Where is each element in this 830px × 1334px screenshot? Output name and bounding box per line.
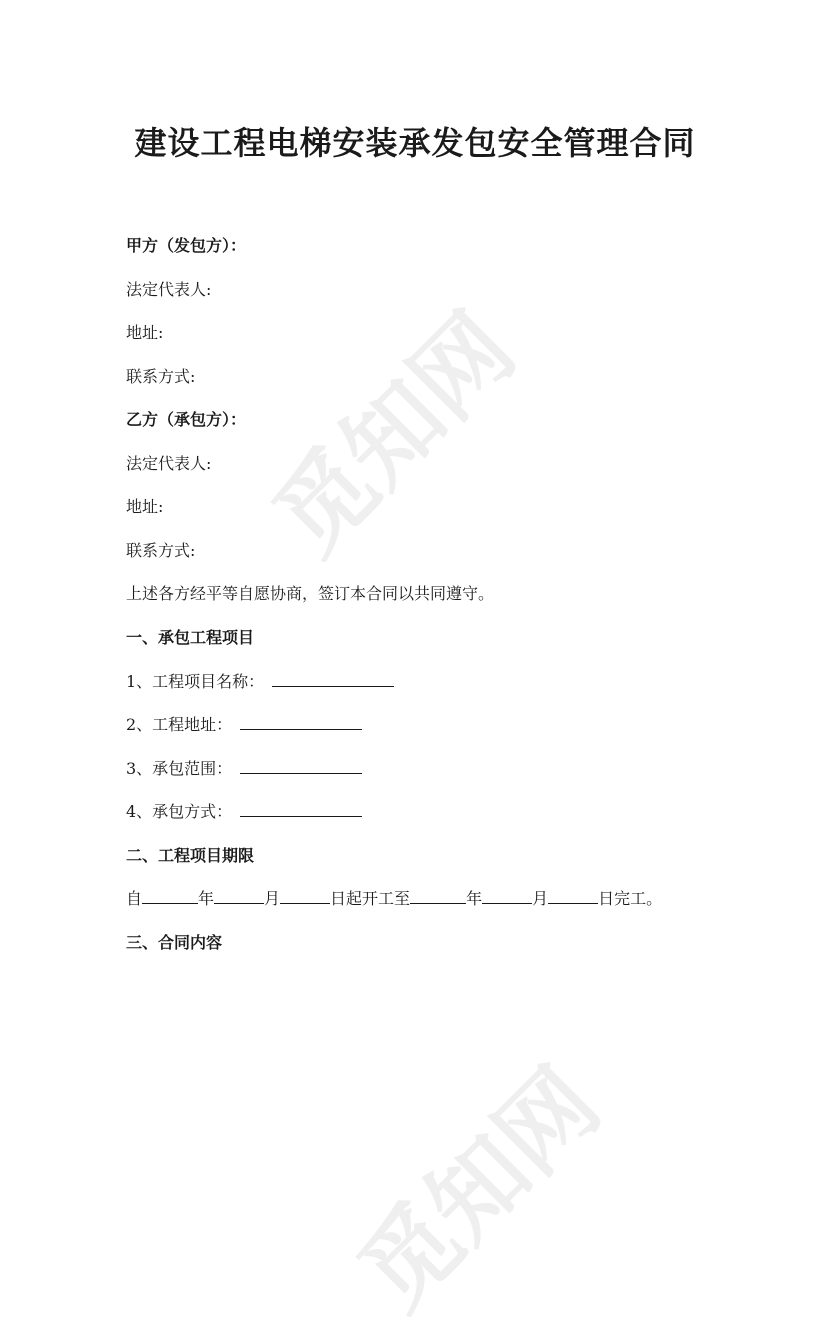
section1-heading: 一、承包工程项目 bbox=[126, 628, 255, 647]
party-a-contact: 联系方式: bbox=[126, 367, 196, 386]
period-month2-text: 月 bbox=[532, 889, 549, 908]
party-a-address: 地址: bbox=[126, 323, 164, 342]
contract-method-blank[interactable] bbox=[240, 802, 362, 817]
project-name-blank[interactable] bbox=[272, 672, 394, 687]
project-name-label: 1、工程项目名称： bbox=[126, 672, 265, 691]
section2-heading: 二、工程项目期限 bbox=[126, 846, 255, 865]
end-month-blank[interactable] bbox=[482, 889, 532, 904]
contract-scope-row bbox=[126, 759, 362, 779]
period-start-text: 自 bbox=[126, 889, 143, 908]
party-b-address: 地址: bbox=[126, 497, 164, 516]
contract-method-row bbox=[126, 802, 362, 822]
period-year2-text: 年 bbox=[466, 889, 483, 908]
project-address-blank[interactable] bbox=[240, 715, 362, 730]
party-b-legal-rep: 法定代表人: bbox=[126, 454, 212, 473]
end-year-blank[interactable] bbox=[410, 889, 466, 904]
document-title: 建设工程电梯安装承发包安全管理合同 bbox=[134, 124, 696, 162]
contract-method-label: 4、承包方式： bbox=[126, 802, 233, 821]
start-day-blank[interactable] bbox=[280, 889, 330, 904]
party-a-heading: 甲方（发包方）： bbox=[126, 236, 247, 255]
watermark bbox=[239, 278, 540, 579]
start-month-blank[interactable] bbox=[214, 889, 264, 904]
project-address-label: 2、工程地址： bbox=[126, 715, 233, 734]
preamble: 上述各方经平等自愿协商，签订本合同以共同遵守。 bbox=[126, 584, 495, 603]
project-address-row bbox=[126, 715, 362, 735]
contract-scope-blank[interactable] bbox=[240, 759, 362, 774]
period-end-text: 日完工。 bbox=[598, 889, 663, 908]
section3-heading: 三、合同内容 bbox=[126, 933, 223, 952]
party-a-legal-rep: 法定代表人: bbox=[126, 280, 212, 299]
watermark-text-bottom: 觅知网 bbox=[337, 1047, 621, 1331]
period-mid-text: 日起开工至 bbox=[330, 889, 411, 908]
period-year1-text: 年 bbox=[198, 889, 215, 908]
contract-scope-label: 3、承包范围： bbox=[126, 759, 233, 778]
end-day-blank[interactable] bbox=[548, 889, 598, 904]
project-period-row bbox=[126, 889, 662, 909]
watermark-text: 觅知网 bbox=[252, 292, 536, 576]
watermark-bottom bbox=[324, 1033, 625, 1334]
start-year-blank[interactable] bbox=[142, 889, 198, 904]
project-name-row bbox=[126, 672, 394, 692]
party-b-contact: 联系方式: bbox=[126, 541, 196, 560]
period-month1-text: 月 bbox=[264, 889, 281, 908]
party-b-heading: 乙方（承包方）： bbox=[126, 410, 247, 429]
